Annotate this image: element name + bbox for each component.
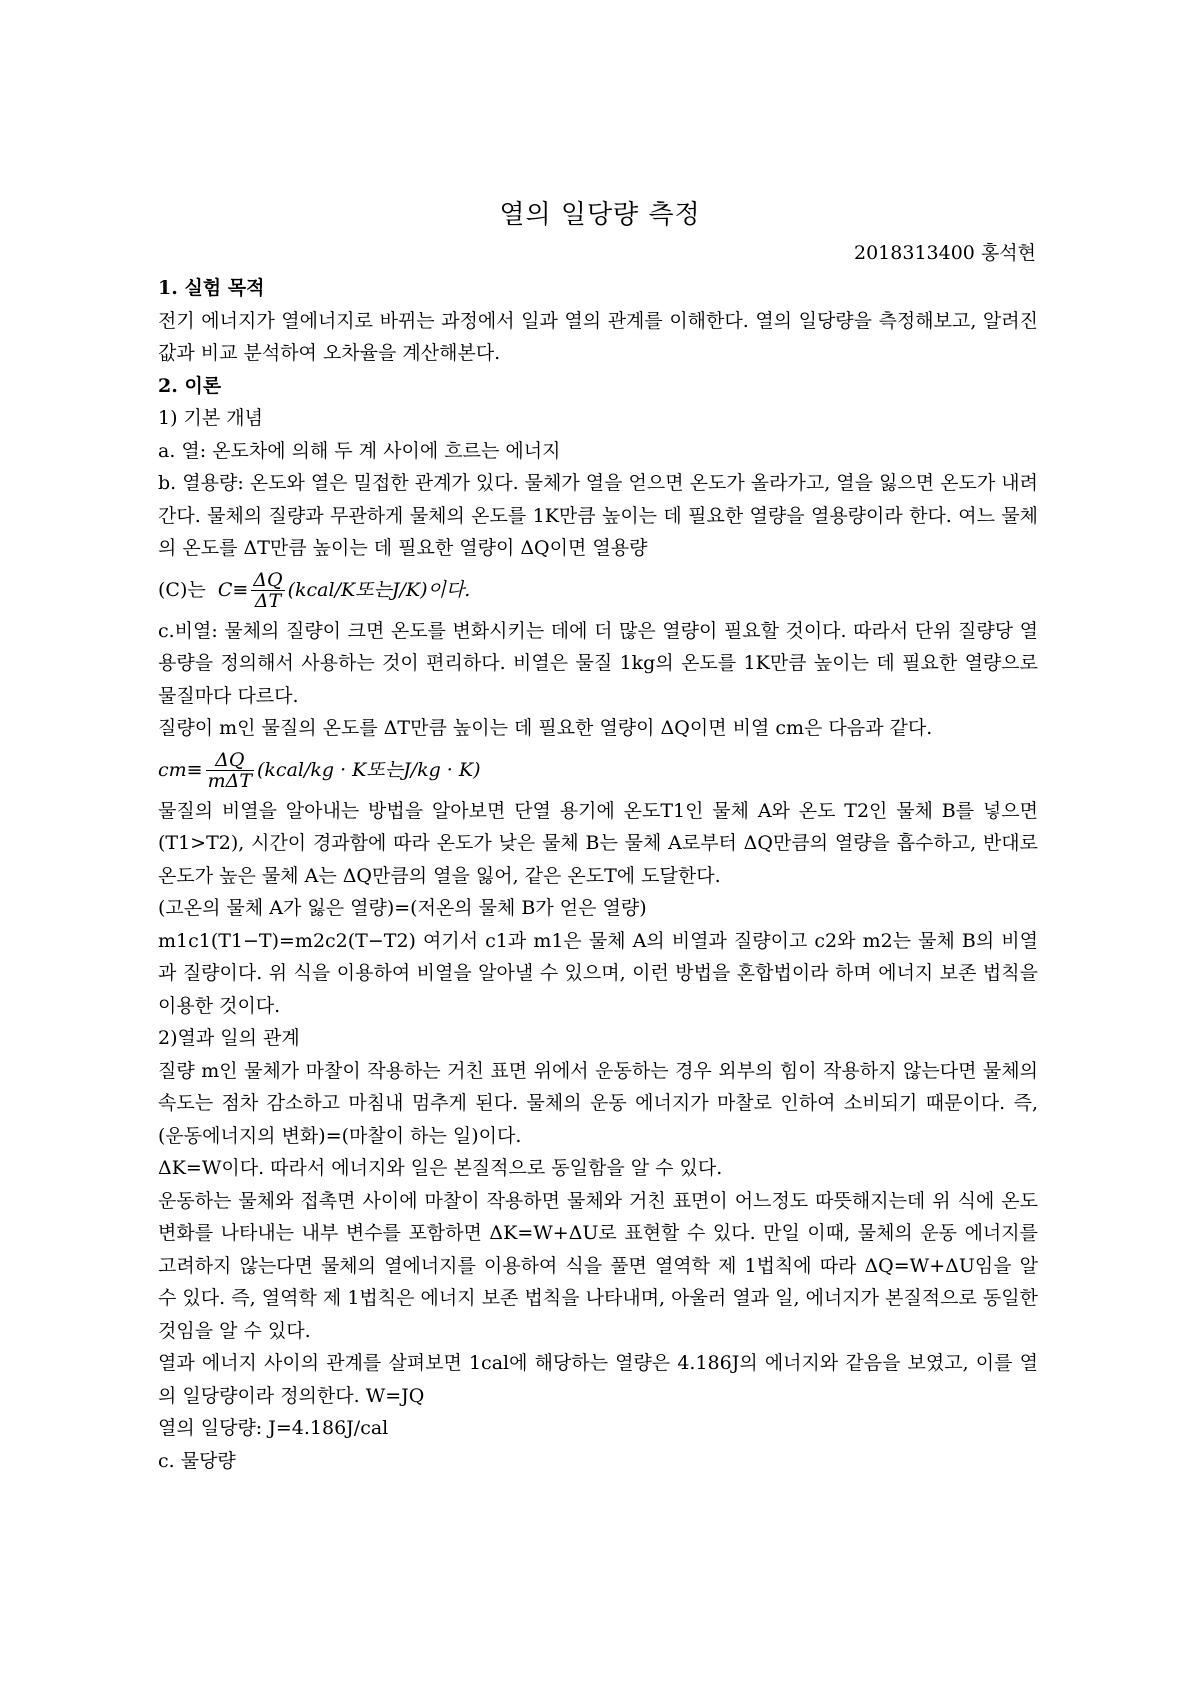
paragraph-mixing-equation: m1c1(T1−T)=m2c2(T−T2) 여기서 c1과 m1은 물체 A의 비열과 질량이고 c2와 m2는 물체 B의 비열과 질량이다. 위 식을 이용하여 비열을 알아낼 수 있으며, 이런 방법을 혼합법이라 하며 에너지 보존 법칙을 이용한 것이다. bbox=[158, 929, 1038, 1017]
paragraph-water-equivalent: c. 물당량 bbox=[158, 1449, 236, 1472]
paragraph-heat-definition: a. 열: 온도차에 의해 두 계 사이에 흐르는 에너지 bbox=[158, 439, 561, 462]
paragraph-mechanical-equivalent: 열과 에너지 사이의 관계를 살펴보면 1cal에 해당하는 열량은 4.186J의 에너지와 같음을 보였고, 이를 열의 일당량이라 정의한다. W=JQ bbox=[158, 1352, 1038, 1407]
equation-unit: (kcal/K또는J/K)이다. bbox=[287, 578, 471, 601]
paragraph-friction: 질량 m인 물체가 마찰이 작용하는 거친 표면 위에서 운동하는 경우 외부의 힘이 작용하지 않는다면 물체의 속도는 점차 감소하고 마침내 멈추게 된다. 물체의 운동 에너지가 마찰로 인하여 소비되기 때문이다. 즉, (운동에너지의 변화)=(마찰이 하는 일)이다. bbox=[158, 1059, 1038, 1147]
fraction-denominator: mΔT bbox=[207, 770, 252, 792]
fraction-denominator: ΔT bbox=[254, 590, 282, 612]
document-body bbox=[158, 272, 1038, 1477]
equation-lead: (C)는 bbox=[158, 578, 206, 601]
paragraph-first-law: 운동하는 물체와 접촉면 사이에 마찰이 작용하면 물체와 거친 표면이 어느정도 따뜻해지는데 위 식에 온도변화를 나타내는 내부 변수를 포함하면 ΔK=W+ΔU로 표현할 수 있다. 만일 이때, 물체의 운동 에너지를 고려하지 않는다면 물체의 열에너지를 이용하여 식을 풀면 열역학 제 1법칙에 따라 ΔQ=W+ΔU임을 알 수 있다. 즉, 열역학 제 1법칙은 에너지 보존 법칙을 나타내며, 아울러 열과 일, 에너지가 본질적으로 동일한 것임을 알 수 있다. bbox=[158, 1189, 1038, 1342]
equation-lhs: cm≡ bbox=[158, 758, 203, 781]
paragraph-delta-k: ΔK=W이다. 따라서 에너지와 일은 본질적으로 동일함을 알 수 있다. bbox=[158, 1157, 723, 1179]
section-heading-theory: 2. 이론 bbox=[158, 374, 222, 397]
fraction-numerator: ΔQ bbox=[253, 569, 283, 591]
equation-heat-capacity bbox=[158, 565, 1038, 615]
equation-lhs: C≡ bbox=[217, 578, 249, 601]
fraction bbox=[251, 570, 284, 611]
paragraph-j-value: 열의 일당량: J=4.186J/cal bbox=[158, 1417, 389, 1439]
paragraph-heat-capacity: b. 열용량: 온도와 열은 밀접한 관계가 있다. 물체가 열을 얻으면 온도가 올라가고, 열을 잃으면 온도가 내려간다. 물체의 질량과 무관하게 물체의 온도를 1K만큼 높이는 데 필요한 열량을 열용량이라 한다. 여느 물체의 온도를 ΔT만큼 높이는 데 필요한 열량이 ΔQ이면 열용량 bbox=[158, 472, 1038, 559]
subheading-basic-concepts: 1) 기본 개념 bbox=[158, 407, 263, 429]
fraction bbox=[206, 750, 254, 791]
paragraph-specific-heat: c.비열: 물체의 질량이 크면 온도를 변화시키는 데에 더 많은 열량이 필요할 것이다. 따라서 단위 질량당 열용량을 정의해서 사용하는 것이 편리하다. 비열은 물질 1kg의 온도를 1K만큼 높이는 데 필요한 열량으로 물질마다 다르다. bbox=[158, 619, 1038, 707]
paragraph-purpose: 전기 에너지가 열에너지로 바뀌는 과정에서 일과 열의 관계를 이해한다. 열의 일당량을 측정해보고, 알려진 값과 비교 분석하여 오차율을 계산해본다. bbox=[158, 309, 1038, 364]
fraction-numerator: ΔQ bbox=[206, 750, 254, 771]
equation-unit: (kcal/kg · K또는J/kg · K) bbox=[257, 758, 481, 781]
paragraph-mixing-method: 물질의 비열을 알아내는 방법을 알아보면 단열 용기에 온도T1인 물체 A와 온도 T2인 물체 B를 넣으면(T1>T2), 시간이 경과함에 따라 온도가 낮은 물체 B는 물체 A로부터 ΔQ만큼의 열량을 흡수하고, 반대로 온도가 높은 물체 A는 ΔQ만큼의 열을 잃어, 같은 온도T에 도달한다. bbox=[158, 799, 1038, 887]
document-title: 열의 일당량 측정 bbox=[499, 200, 701, 230]
author-line: 2018313400 홍석현 bbox=[854, 242, 1036, 264]
equation-specific-heat bbox=[158, 745, 1038, 795]
subheading-heat-work: 2)열과 일의 관계 bbox=[158, 1027, 300, 1049]
paragraph-heat-balance: (고온의 물체 A가 잃은 열량)=(저온의 물체 B가 얻은 열량) bbox=[158, 897, 647, 919]
section-heading-purpose: 1. 실험 목적 bbox=[158, 277, 265, 299]
paragraph-specific-heat-2: 질량이 m인 물질의 온도를 ΔT만큼 높이는 데 필요한 열량이 ΔQ이면 비열 cm은 다음과 같다. bbox=[158, 717, 933, 739]
